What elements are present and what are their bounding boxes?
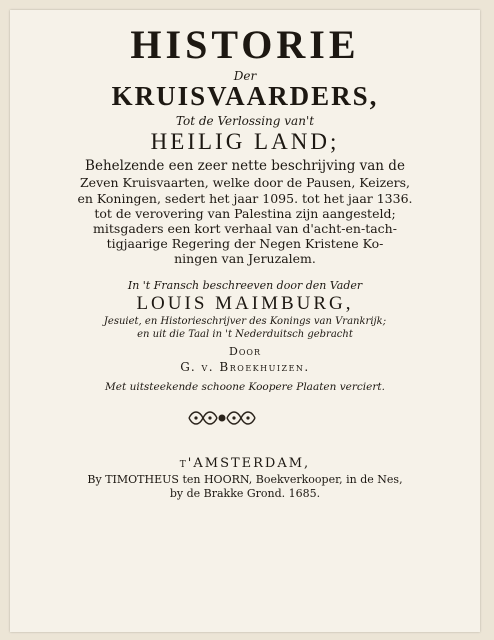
imprint-city: t'AMSTERDAM,: [179, 456, 311, 471]
description-line-7: ningen van Jeruzalem.: [174, 251, 316, 266]
tot-line: Tot de Verlossing van't: [175, 114, 315, 128]
translator-line: G. v. Broekhuizen.: [180, 360, 310, 374]
main-title: HISTORIE: [130, 22, 360, 67]
imprint-address: by de Brakke Grond. 1685.: [169, 487, 321, 500]
door-line: Door: [229, 345, 261, 358]
description-line-5: mitsgaders een kort verhaal van d'acht-en-tach-: [93, 221, 397, 236]
description-line-4: tot de verovering van Palestina zijn aangesteld;: [94, 206, 396, 221]
imprint-printer: By TIMOTHEUS ten HOORN, Boekverkooper, in de Nes,: [87, 473, 403, 486]
title-page: [10, 10, 480, 632]
printers-ornament-icon: [185, 408, 259, 428]
description-line-6: tigjaarige Regering der Negen Kristene Ko-: [106, 236, 384, 251]
description-line-2: Zeven Kruisvaarten, welke door de Pausen, Keizers,: [79, 175, 411, 190]
author-desc-line-2: en uit die Taal in 't Nederduitsch gebracht: [137, 329, 353, 340]
written-by-line: In 't Fransch beschreeven door den Vader: [127, 279, 363, 292]
holy-land-line: HEILIG LAND;: [150, 129, 340, 154]
author-desc-line-1: Jesuiet, en Historieschrijver des Konings van Vrankrijk;: [103, 316, 387, 327]
plates-line: Met uitsteekende schoone Koopere Plaaten verciert.: [105, 381, 385, 393]
subject-line: KRUISVAARDERS,: [111, 81, 379, 111]
description-line-1: Behelzende een zeer nette beschrijving van de: [85, 158, 405, 174]
description-line-3: en Koningen, sedert het jaar 1095. tot het jaar 1336.: [77, 191, 413, 206]
author-line: LOUIS MAIMBURG,: [136, 293, 354, 314]
der-line: Der: [233, 69, 257, 83]
